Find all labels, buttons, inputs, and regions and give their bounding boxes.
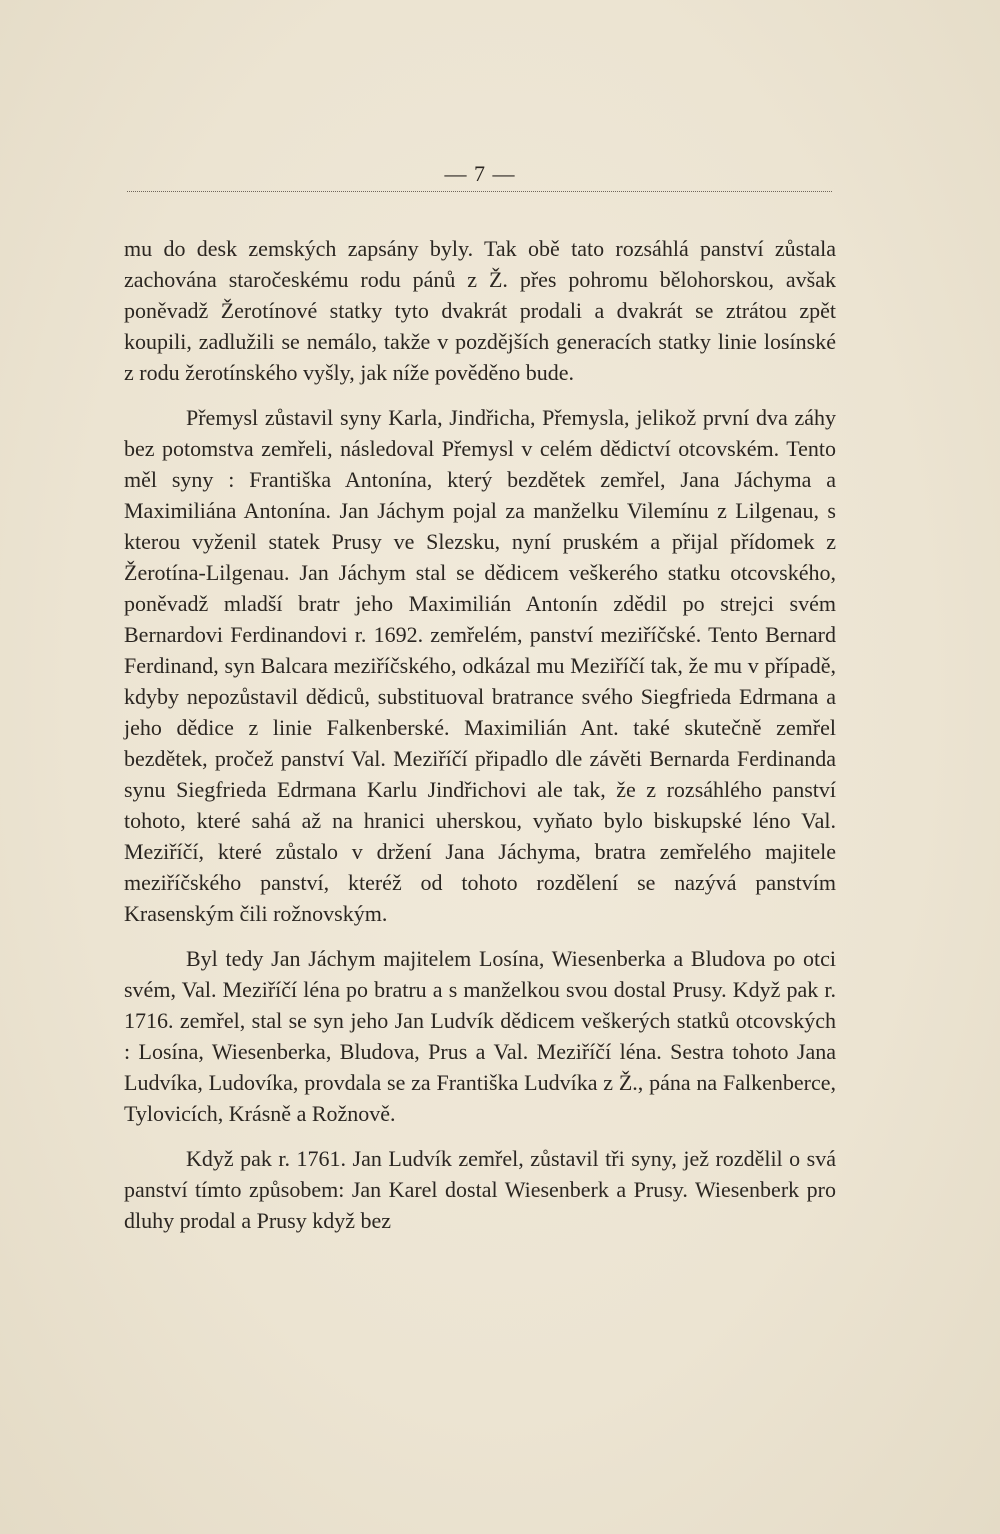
paragraph-1: mu do desk zemských zapsány byly. Tak obě tato rozsáhlá panství zůstala zachována staročeskému rodu pánů z Ž. přes pohromu bělohorskou, avšak poněvadž Žerotínové statky tyto dvakrát prodali a dvakrát se ztrátou zpět koupili, zadlužili se nemálo, takže v pozdějších generacích statky linie losínské z rodu žerotínského vyšly, jak níže pověděno bude.	[124, 236, 836, 385]
page-number: — 7 —	[444, 161, 516, 186]
body-text	[124, 233, 836, 1236]
paragraph-2: Přemysl zůstavil syny Karla, Jindřicha, Přemysla, jelikož první dva záhy bez potomstva zemřeli, následoval Přemysl v celém dědictví otcovském. Tento měl syny : Františka Antonína, který bezdětek zemřel, Jana Jáchyma a Maximiliána Antonína. Jan Jáchym pojal za manželku Vilemínu z Lilgenau, s kterou vyženil statek Prusy ve Slezsku, nyní pruském a přijal přídomek z Žerotína-Lilgenau. Jan Jáchym stal se dědicem veškerého statku otcovského, poněvadž mladší bratr jeho Maximilián Antonín zdědil po strejci svém Bernardovi Ferdinandovi r. 1692. zemřelém, panství meziříčské. Tento Bernard Ferdinand, syn Balcara meziříčského, odkázal mu Meziříčí tak, že mu v případě, kdyby nepozůstavil dědiců, substituoval bratrance svého Siegfrieda Edrmana a jeho dědice z linie Falkenberské. Maximilián Ant. také skutečně zemřel bezdětek, pročež panství Val. Meziříčí připadlo dle závěti Bernarda Ferdinanda synu Siegfrieda Edrmana Karlu Jindřichovi ale tak, že z rozsáhlého panství tohoto, které sahá až na hranici uherskou, vyňato bylo biskupské léno Val. Meziříčí, které zůstalo v držení Jana Jáchyma, bratra zemřelého majitele meziříčského panství, kteréž od tohoto rozdělení se nazývá panstvím Krasenským čili rožnovským.	[124, 405, 836, 926]
paragraph-3: Byl tedy Jan Jáchym majitelem Losína, Wiesenberka a Bludova po otci svém, Val. Meziříčí léna po bratru a s manželkou svou dostal Prusy. Když pak r. 1716. zemřel, stal se syn jeho Jan Ludvík dědicem veškerých statků otcovských : Losína, Wiesenberka, Bludova, Prus a Val. Meziříčí léna. Sestra tohoto Jana Ludvíka, Ludovíka, provdala se za Františka Ludvíka z Ž., pána na Falkenberce, Tylovicích, Krásně a Rožnově.	[124, 946, 836, 1126]
paragraph-4: Když pak r. 1761. Jan Ludvík zemřel, zůstavil tři syny, jež rozdělil o svá panství tímto způsobem: Jan Karel dostal Wiesenberk a Prusy. Wiesenberk pro dluhy prodal a Prusy když bez	[124, 1146, 836, 1233]
header-dotted-rule	[127, 191, 832, 192]
